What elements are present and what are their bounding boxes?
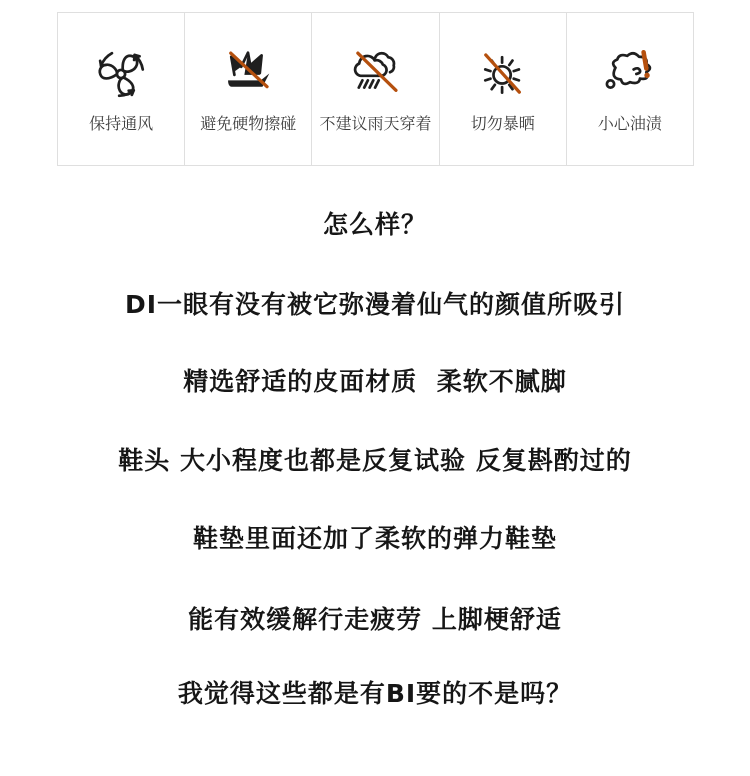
care-item-label: 避免硬物擦碰	[200, 114, 297, 133]
description-line: 精选舒适的皮面材质 柔软不腻脚	[183, 367, 567, 396]
description-line: 能有效缓解行走疲劳 上脚梗舒适	[188, 605, 562, 634]
rain-cloud-slash-icon	[347, 45, 405, 103]
care-item-label: 小心油渍	[597, 114, 662, 133]
care-item-label: 不建议雨天穿着	[319, 114, 432, 133]
sun-slash-icon	[474, 45, 532, 103]
description-line: 我觉得这些都是有BI要的不是吗？	[177, 679, 573, 708]
care-instructions-row	[57, 12, 694, 166]
description-line: 鞋头 大小程度也都是反复试验 反复斟酌过的	[118, 446, 632, 475]
fan-icon	[92, 45, 150, 103]
description-line: 鞋垫里面还加了柔软的弹力鞋垫	[192, 524, 557, 553]
description-line: DI一眼有没有被它弥漫着仙气的颜值所吸引	[124, 290, 626, 319]
care-item-no-rain	[312, 13, 439, 165]
care-item-oil-stains	[567, 13, 693, 165]
oil-stain-icon	[601, 45, 659, 103]
care-item-avoid-hard-objects	[185, 13, 312, 165]
care-item-ventilation	[58, 13, 185, 165]
care-item-label: 切勿暴晒	[470, 114, 535, 133]
description-title: 怎么样？	[322, 210, 427, 239]
care-item-no-sun	[440, 13, 567, 165]
care-item-label: 保持通风	[89, 114, 154, 133]
hard-object-slash-icon	[219, 45, 277, 103]
